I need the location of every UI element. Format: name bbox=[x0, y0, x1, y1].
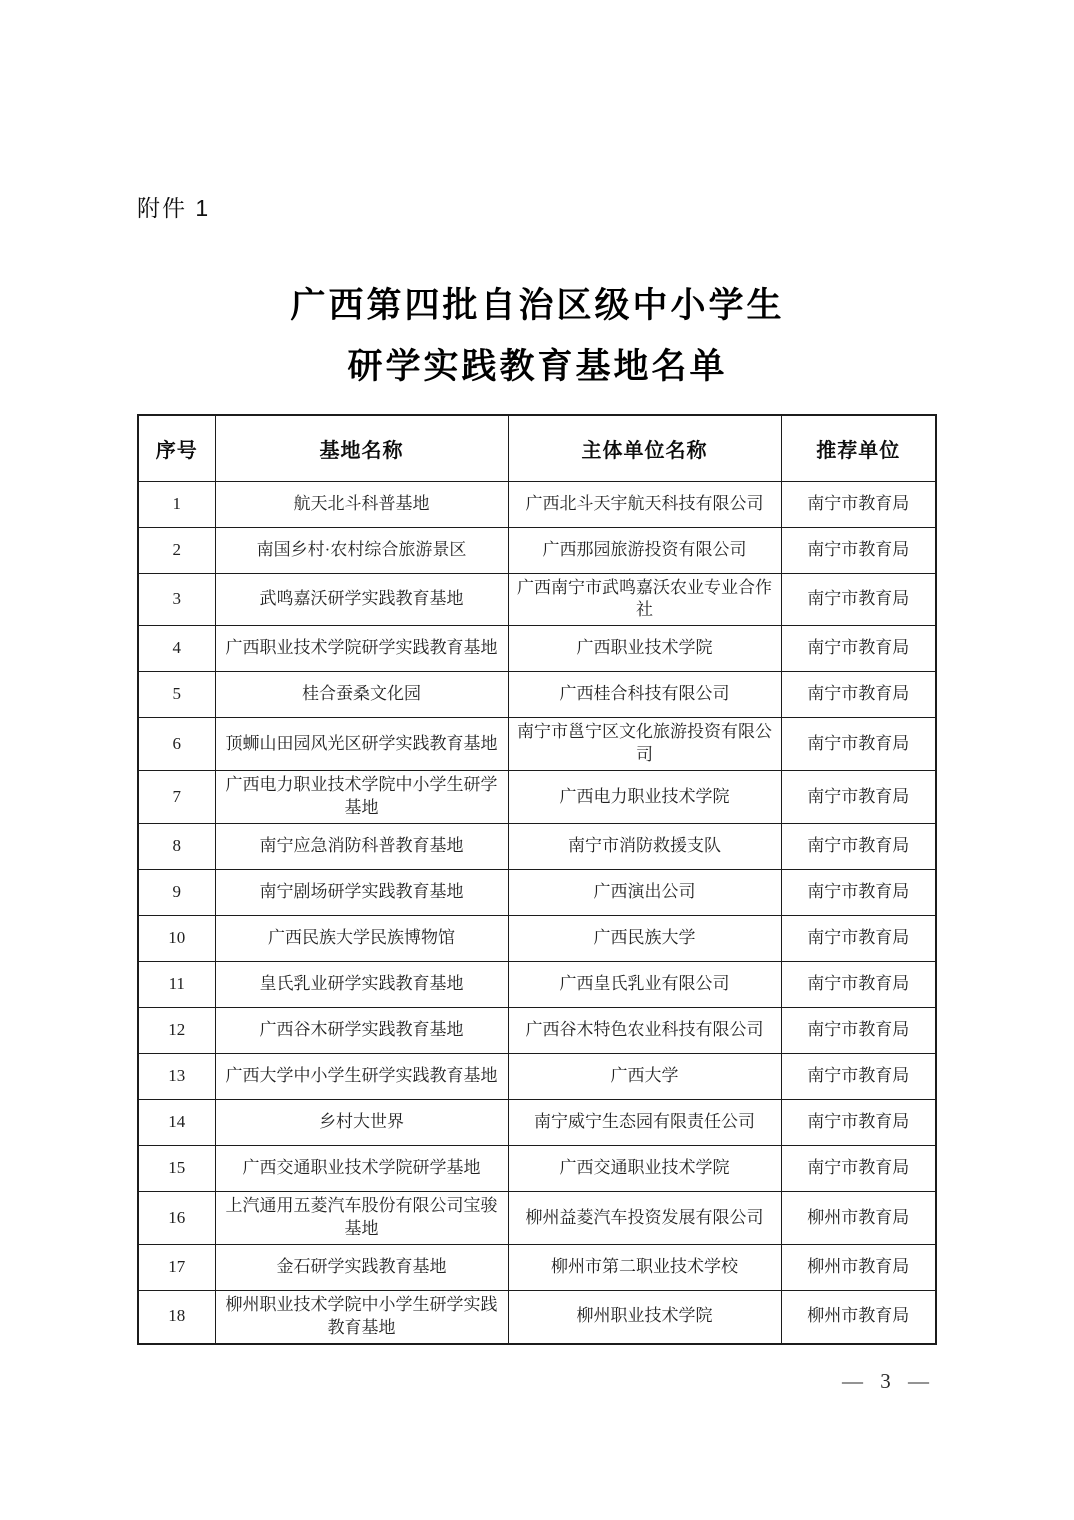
row-number-cell: 1 bbox=[138, 481, 215, 527]
unit-name-cell: 广西皇氏乳业有限公司 bbox=[508, 962, 781, 1008]
row-number-cell: 6 bbox=[138, 718, 215, 771]
table-row bbox=[138, 1245, 936, 1291]
base-name-cell: 顶蛳山田园风光区研学实践教育基地 bbox=[215, 718, 508, 771]
unit-name-cell: 南宁市邕宁区文化旅游投资有限公司 bbox=[508, 718, 781, 771]
base-name-cell: 广西职业技术学院研学实践教育基地 bbox=[215, 626, 508, 672]
row-number-cell: 18 bbox=[138, 1291, 215, 1344]
row-number-cell: 16 bbox=[138, 1192, 215, 1245]
table-row bbox=[138, 824, 936, 870]
unit-name-cell: 柳州益菱汽车投资发展有限公司 bbox=[508, 1192, 781, 1245]
row-number-cell: 2 bbox=[138, 527, 215, 573]
recommender-cell: 南宁市教育局 bbox=[781, 672, 936, 718]
base-name-cell: 广西电力职业技术学院中小学生研学基地 bbox=[215, 771, 508, 824]
table-row bbox=[138, 626, 936, 672]
recommender-cell: 南宁市教育局 bbox=[781, 1054, 936, 1100]
row-number-cell: 13 bbox=[138, 1054, 215, 1100]
base-name-cell: 柳州职业技术学院中小学生研学实践教育基地 bbox=[215, 1291, 508, 1344]
base-name-cell: 上汽通用五菱汽车股份有限公司宝骏基地 bbox=[215, 1192, 508, 1245]
recommender-cell: 柳州市教育局 bbox=[781, 1245, 936, 1291]
recommender-cell: 南宁市教育局 bbox=[781, 870, 936, 916]
unit-name-cell: 南宁威宁生态园有限责任公司 bbox=[508, 1100, 781, 1146]
table-row bbox=[138, 771, 936, 824]
recommender-cell: 南宁市教育局 bbox=[781, 718, 936, 771]
page-number: — 3 — bbox=[842, 1368, 935, 1393]
row-number-cell: 12 bbox=[138, 1008, 215, 1054]
row-number-cell: 7 bbox=[138, 771, 215, 824]
table-row bbox=[138, 527, 936, 573]
table-row bbox=[138, 1291, 936, 1344]
table-row bbox=[138, 1008, 936, 1054]
row-number-cell: 10 bbox=[138, 916, 215, 962]
row-number-cell: 11 bbox=[138, 962, 215, 1008]
table-row bbox=[138, 718, 936, 771]
recommender-cell: 南宁市教育局 bbox=[781, 771, 936, 824]
base-name-cell: 广西大学中小学生研学实践教育基地 bbox=[215, 1054, 508, 1100]
base-name-cell: 广西谷木研学实践教育基地 bbox=[215, 1008, 508, 1054]
recommender-cell: 南宁市教育局 bbox=[781, 573, 936, 626]
row-number-cell: 15 bbox=[138, 1146, 215, 1192]
attachment-label: 附件 1 bbox=[137, 195, 211, 221]
table-row bbox=[138, 870, 936, 916]
base-name-cell: 航天北斗科普基地 bbox=[215, 481, 508, 527]
header-serial-number: 序号 bbox=[138, 415, 215, 481]
unit-name-cell: 广西那园旅游投资有限公司 bbox=[508, 527, 781, 573]
recommender-cell: 柳州市教育局 bbox=[781, 1291, 936, 1344]
table-row bbox=[138, 1192, 936, 1245]
unit-name-cell: 广西桂合科技有限公司 bbox=[508, 672, 781, 718]
base-name-cell: 南宁剧场研学实践教育基地 bbox=[215, 870, 508, 916]
row-number-cell: 9 bbox=[138, 870, 215, 916]
unit-name-cell: 广西南宁市武鸣嘉沃农业专业合作社 bbox=[508, 573, 781, 626]
base-name-cell: 广西交通职业技术学院研学基地 bbox=[215, 1146, 508, 1192]
row-number-cell: 8 bbox=[138, 824, 215, 870]
base-name-cell: 金石研学实践教育基地 bbox=[215, 1245, 508, 1291]
table-row bbox=[138, 962, 936, 1008]
recommender-cell: 柳州市教育局 bbox=[781, 1192, 936, 1245]
recommender-cell: 南宁市教育局 bbox=[781, 1146, 936, 1192]
document-title bbox=[137, 275, 938, 397]
unit-name-cell: 广西交通职业技术学院 bbox=[508, 1146, 781, 1192]
unit-name-cell: 广西职业技术学院 bbox=[508, 626, 781, 672]
recommender-cell: 南宁市教育局 bbox=[781, 1100, 936, 1146]
row-number-cell: 14 bbox=[138, 1100, 215, 1146]
row-number-cell: 3 bbox=[138, 573, 215, 626]
recommender-cell: 南宁市教育局 bbox=[781, 916, 936, 962]
base-name-cell: 广西民族大学民族博物馆 bbox=[215, 916, 508, 962]
bases-table bbox=[137, 414, 937, 1345]
title-line-2: 研学实践教育基地名单 bbox=[347, 347, 728, 386]
unit-name-cell: 柳州职业技术学院 bbox=[508, 1291, 781, 1344]
header-recommender: 推荐单位 bbox=[781, 415, 936, 481]
title-line-1: 广西第四批自治区级中小学生 bbox=[290, 286, 785, 325]
unit-name-cell: 广西民族大学 bbox=[508, 916, 781, 962]
table-row bbox=[138, 573, 936, 626]
unit-name-cell: 广西演出公司 bbox=[508, 870, 781, 916]
unit-name-cell: 广西电力职业技术学院 bbox=[508, 771, 781, 824]
table-row bbox=[138, 672, 936, 718]
page-footer bbox=[137, 1369, 935, 1394]
base-name-cell: 皇氏乳业研学实践教育基地 bbox=[215, 962, 508, 1008]
table-row bbox=[138, 916, 936, 962]
recommender-cell: 南宁市教育局 bbox=[781, 626, 936, 672]
unit-name-cell: 广西谷木特色农业科技有限公司 bbox=[508, 1008, 781, 1054]
recommender-cell: 南宁市教育局 bbox=[781, 824, 936, 870]
table-row bbox=[138, 1146, 936, 1192]
table-row bbox=[138, 481, 936, 527]
unit-name-cell: 广西北斗天宇航天科技有限公司 bbox=[508, 481, 781, 527]
base-name-cell: 乡村大世界 bbox=[215, 1100, 508, 1146]
recommender-cell: 南宁市教育局 bbox=[781, 481, 936, 527]
recommender-cell: 南宁市教育局 bbox=[781, 1008, 936, 1054]
recommender-cell: 南宁市教育局 bbox=[781, 962, 936, 1008]
unit-name-cell: 广西大学 bbox=[508, 1054, 781, 1100]
unit-name-cell: 柳州市第二职业技术学校 bbox=[508, 1245, 781, 1291]
table-body bbox=[138, 481, 936, 1344]
table-row bbox=[138, 1100, 936, 1146]
base-name-cell: 桂合蚕桑文化园 bbox=[215, 672, 508, 718]
recommender-cell: 南宁市教育局 bbox=[781, 527, 936, 573]
row-number-cell: 17 bbox=[138, 1245, 215, 1291]
base-name-cell: 武鸣嘉沃研学实践教育基地 bbox=[215, 573, 508, 626]
table-row bbox=[138, 1054, 936, 1100]
row-number-cell: 4 bbox=[138, 626, 215, 672]
header-unit-name: 主体单位名称 bbox=[508, 415, 781, 481]
base-name-cell: 南宁应急消防科普教育基地 bbox=[215, 824, 508, 870]
header-base-name: 基地名称 bbox=[215, 415, 508, 481]
unit-name-cell: 南宁市消防救援支队 bbox=[508, 824, 781, 870]
base-name-cell: 南国乡村·农村综合旅游景区 bbox=[215, 527, 508, 573]
row-number-cell: 5 bbox=[138, 672, 215, 718]
table-header-row bbox=[138, 415, 936, 481]
